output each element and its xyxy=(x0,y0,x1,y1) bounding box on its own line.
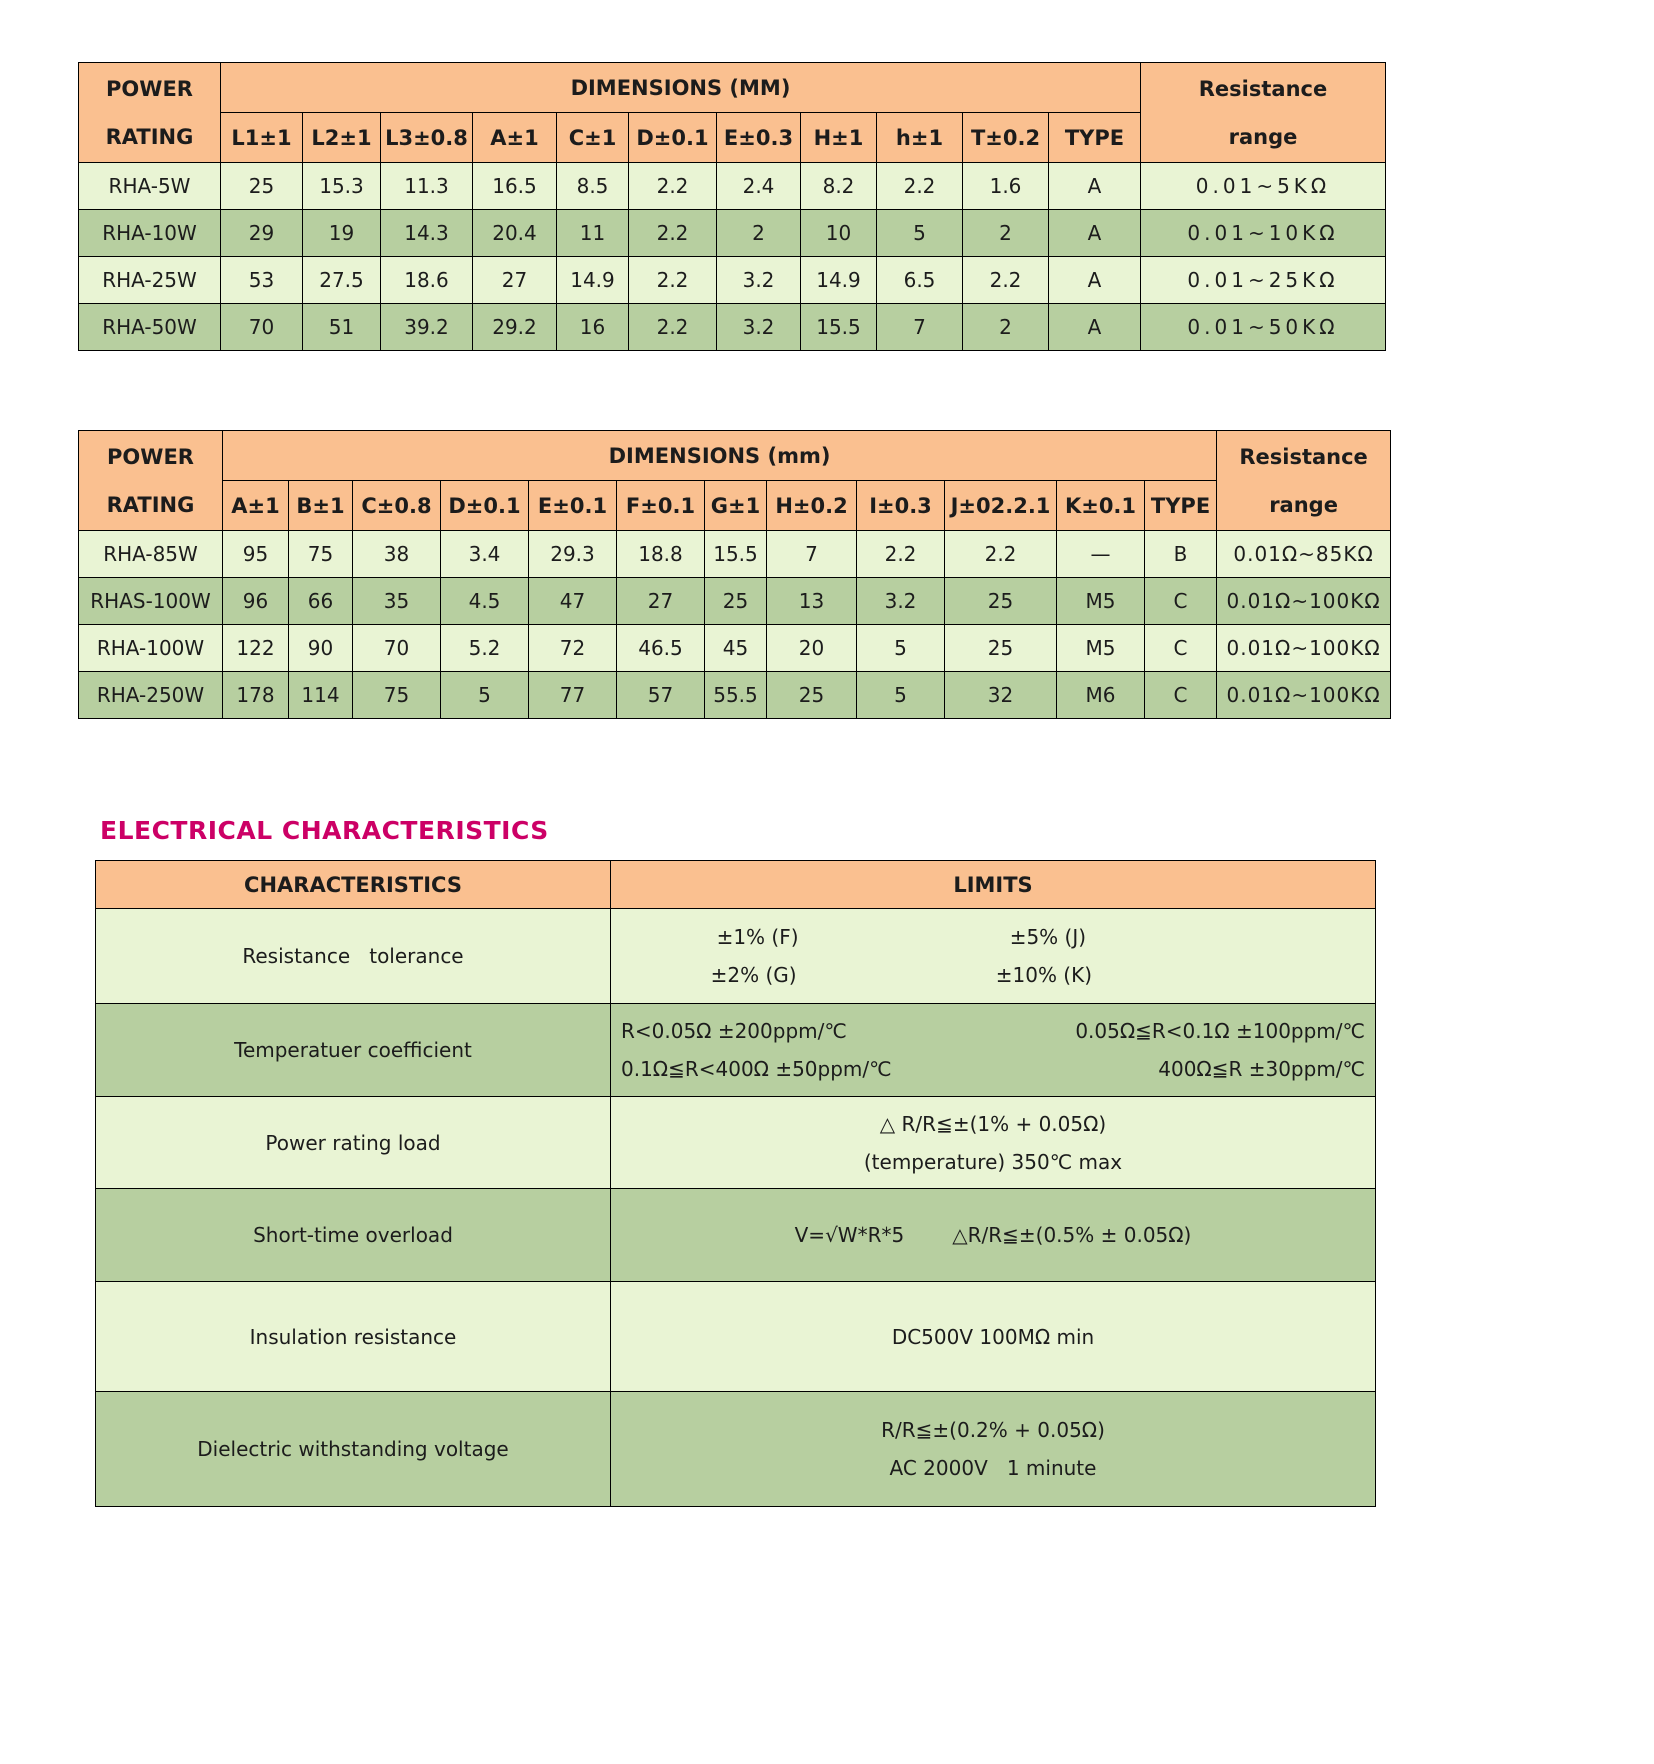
dimension-cell: 95 xyxy=(223,531,289,578)
dimension-cell: 32 xyxy=(945,672,1057,719)
dimensions-header: DIMENSIONS (mm) xyxy=(223,431,1217,481)
dimension-column-header: D±0.1 xyxy=(441,481,529,531)
limit-item: R/R≦±(0.2% + 0.05Ω) xyxy=(881,1418,1105,1442)
resistance-range-cell: 0.01Ω~85KΩ xyxy=(1217,531,1391,578)
dimension-cell: — xyxy=(1057,531,1145,578)
dimension-cell: 25 xyxy=(705,578,767,625)
resistance-header-line1: Resistance xyxy=(1198,76,1328,101)
power-rating-header xyxy=(79,63,221,163)
characteristic-row xyxy=(96,1097,1376,1189)
table-row xyxy=(79,210,1386,257)
dimension-cell: 70 xyxy=(353,625,441,672)
power-rating-cell: RHA-10W xyxy=(79,210,221,257)
dimension-cell: 13 xyxy=(767,578,857,625)
dimension-cell: 6.5 xyxy=(877,257,963,304)
dimension-column-header: G±1 xyxy=(705,481,767,531)
dimension-cell: 3.4 xyxy=(441,531,529,578)
table-row xyxy=(79,625,1391,672)
characteristic-cell: Insulation resistance xyxy=(96,1282,611,1392)
dimension-column-header: T±0.2 xyxy=(963,113,1049,163)
electrical-table-wrap xyxy=(95,860,1375,1507)
dimension-cell: 16.5 xyxy=(473,163,557,210)
dimension-cell: 25 xyxy=(945,625,1057,672)
limit-line xyxy=(611,925,1375,949)
dimension-cell: 2.2 xyxy=(629,304,717,351)
table-row xyxy=(79,672,1391,719)
dimension-cell: 66 xyxy=(289,578,353,625)
column-header-row-2 xyxy=(79,481,1391,531)
resistance-range-cell: 0.01~50KΩ xyxy=(1141,304,1386,351)
limit-item: 400Ω≦R ±30ppm/℃ xyxy=(1158,1057,1365,1081)
dimension-cell: 55.5 xyxy=(705,672,767,719)
dimension-cell: A xyxy=(1049,257,1141,304)
dimensions-table-1 xyxy=(78,62,1386,351)
dimension-cell: 5.2 xyxy=(441,625,529,672)
dimension-cell: 14.9 xyxy=(801,257,877,304)
dimension-cell: 2.2 xyxy=(963,257,1049,304)
dimension-cell: C xyxy=(1145,578,1217,625)
dimension-cell: 20.4 xyxy=(473,210,557,257)
limit-item: DC500V 100MΩ min xyxy=(891,1324,1095,1349)
characteristic-cell: Resistance tolerance xyxy=(96,909,611,1004)
dimension-cell: 2 xyxy=(717,210,801,257)
resistance-range-header xyxy=(1217,431,1391,531)
dimension-cell: 2.4 xyxy=(717,163,801,210)
dimension-cell: 25 xyxy=(221,163,303,210)
table-row xyxy=(79,304,1386,351)
electrical-characteristics-heading: ELECTRICAL CHARACTERISTICS xyxy=(100,816,549,845)
dimension-cell: 35 xyxy=(353,578,441,625)
dimension-cell: 27 xyxy=(473,257,557,304)
dimension-cell: A xyxy=(1049,210,1141,257)
limits-stack xyxy=(611,925,1375,987)
dimension-column-header: K±0.1 xyxy=(1057,481,1145,531)
dimension-cell: 90 xyxy=(289,625,353,672)
dimension-cell: 18.6 xyxy=(381,257,473,304)
limit-line xyxy=(611,1150,1375,1174)
limits-stack xyxy=(611,1223,1375,1247)
dimension-cell: 2 xyxy=(963,210,1049,257)
dimension-cell: 38 xyxy=(353,531,441,578)
power-rating-cell: RHA-100W xyxy=(79,625,223,672)
resistance-range-cell: 0.01Ω~100KΩ xyxy=(1217,625,1391,672)
dimension-cell: 11.3 xyxy=(381,163,473,210)
dimension-cell: M5 xyxy=(1057,578,1145,625)
dimensions-header: DIMENSIONS (MM) xyxy=(221,63,1141,113)
dimension-cell: 2 xyxy=(963,304,1049,351)
limit-item: 0.05Ω≦R<0.1Ω ±100ppm/℃ xyxy=(1075,1019,1365,1043)
dimension-cell: 14.9 xyxy=(557,257,629,304)
dimension-cell: 7 xyxy=(767,531,857,578)
dimension-cell: 18.8 xyxy=(617,531,705,578)
dimension-cell: 2.2 xyxy=(629,210,717,257)
dimension-cell: 4.5 xyxy=(441,578,529,625)
dimension-column-header: TYPE xyxy=(1145,481,1217,531)
resistance-range-header xyxy=(1141,63,1386,163)
dimension-column-header: L1±1 xyxy=(221,113,303,163)
characteristic-row xyxy=(96,1392,1376,1507)
limit-item: R<0.05Ω ±200ppm/℃ xyxy=(621,1019,847,1043)
dimension-cell: 25 xyxy=(767,672,857,719)
dimension-cell: 10 xyxy=(801,210,877,257)
header-row-1 xyxy=(79,63,1386,113)
dimension-column-header: B±1 xyxy=(289,481,353,531)
dimension-cell: B xyxy=(1145,531,1217,578)
dimension-column-header: J±02.2.1 xyxy=(945,481,1057,531)
dimension-cell: 45 xyxy=(705,625,767,672)
dimension-column-header: E±0.3 xyxy=(717,113,801,163)
dimension-cell: 11 xyxy=(557,210,629,257)
limit-item: △ R/R≦±(1% + 0.05Ω) xyxy=(879,1111,1107,1136)
electrical-header-row xyxy=(96,861,1376,909)
dimension-cell: 8.2 xyxy=(801,163,877,210)
dimension-cell: 96 xyxy=(223,578,289,625)
dimension-cell: 3.2 xyxy=(717,304,801,351)
characteristic-cell: Temperatuer coefficient xyxy=(96,1004,611,1097)
dimension-cell: 15.3 xyxy=(303,163,381,210)
dimension-cell: 3.2 xyxy=(717,257,801,304)
characteristics-header: CHARACTERISTICS xyxy=(96,861,611,909)
characteristic-row xyxy=(96,1189,1376,1282)
characteristic-cell: Power rating load xyxy=(96,1097,611,1189)
dimension-cell: M5 xyxy=(1057,625,1145,672)
limit-line xyxy=(611,1418,1375,1442)
power-rating-header-line1: POWER xyxy=(107,444,194,469)
dimension-cell: 8.5 xyxy=(557,163,629,210)
power-rating-header-line2: RATING xyxy=(105,124,194,149)
limit-item: ±10% (K) xyxy=(995,963,1093,987)
dimension-cell: 47 xyxy=(529,578,617,625)
dimension-cell: 51 xyxy=(303,304,381,351)
dimension-cell: 2.2 xyxy=(945,531,1057,578)
electrical-table xyxy=(95,860,1376,1507)
dimension-cell: 2.2 xyxy=(857,531,945,578)
limit-item: (temperature) 350℃ max xyxy=(863,1149,1123,1174)
dimension-cell: 29 xyxy=(221,210,303,257)
dimension-cell: 2.2 xyxy=(629,257,717,304)
characteristic-cell: Dielectric withstanding voltage xyxy=(96,1392,611,1507)
power-rating-cell: RHAS-100W xyxy=(79,578,223,625)
dimension-cell: C xyxy=(1145,625,1217,672)
dimension-cell: 39.2 xyxy=(381,304,473,351)
limits-stack xyxy=(611,1418,1375,1480)
dimension-cell: 122 xyxy=(223,625,289,672)
dimension-column-header: A±1 xyxy=(473,113,557,163)
limit-line xyxy=(611,1019,1375,1043)
dimension-cell: A xyxy=(1049,163,1141,210)
table-row xyxy=(79,257,1386,304)
limit-item: 0.1Ω≦R<400Ω ±50ppm/℃ xyxy=(621,1057,892,1081)
dimension-cell: 178 xyxy=(223,672,289,719)
limit-item: AC 2000V 1 minute xyxy=(889,1456,1097,1480)
dimension-cell: 15.5 xyxy=(801,304,877,351)
power-rating-header-line2: RATING xyxy=(106,492,195,517)
resistance-header-line2: range xyxy=(1228,124,1298,149)
dimension-column-header: H±1 xyxy=(801,113,877,163)
power-rating-header xyxy=(79,431,223,531)
dimension-cell: 5 xyxy=(877,210,963,257)
limits-header: LIMITS xyxy=(611,861,1376,909)
power-rating-cell: RHA-50W xyxy=(79,304,221,351)
limit-item: ±5% (J) xyxy=(1009,925,1087,949)
dimension-cell: 70 xyxy=(221,304,303,351)
dimension-cell: M6 xyxy=(1057,672,1145,719)
dimension-cell: 5 xyxy=(857,672,945,719)
resistance-header-line1: Resistance xyxy=(1239,444,1368,469)
dimension-cell: 27 xyxy=(617,578,705,625)
limits-stack xyxy=(611,1112,1375,1174)
header-row-2 xyxy=(79,431,1391,481)
characteristic-row xyxy=(96,1004,1376,1097)
dimension-cell: 5 xyxy=(857,625,945,672)
table-row xyxy=(79,531,1391,578)
power-rating-header-line1: POWER xyxy=(106,76,193,101)
dimension-cell: 27.5 xyxy=(303,257,381,304)
limits-cell xyxy=(611,1282,1376,1392)
dimension-column-header: L2±1 xyxy=(303,113,381,163)
resistance-range-cell: 0.01~5KΩ xyxy=(1141,163,1386,210)
dimension-cell: 29.2 xyxy=(473,304,557,351)
table-row xyxy=(79,163,1386,210)
dimension-column-header: E±0.1 xyxy=(529,481,617,531)
dimension-column-header: C±0.8 xyxy=(353,481,441,531)
limits-cell xyxy=(611,1097,1376,1189)
dimensions-table-1-wrap xyxy=(78,62,1385,351)
dimension-cell: 2.2 xyxy=(629,163,717,210)
dimension-column-header: H±0.2 xyxy=(767,481,857,531)
dimension-cell: 2.2 xyxy=(877,163,963,210)
dimension-cell: 114 xyxy=(289,672,353,719)
dimension-column-header: L3±0.8 xyxy=(381,113,473,163)
dimension-cell: 57 xyxy=(617,672,705,719)
resistance-range-cell: 0.01Ω~100KΩ xyxy=(1217,672,1391,719)
dimension-cell: 20 xyxy=(767,625,857,672)
dimension-cell: 15.5 xyxy=(705,531,767,578)
limit-line xyxy=(611,1325,1375,1349)
power-rating-cell: RHA-25W xyxy=(79,257,221,304)
dimension-column-header: D±0.1 xyxy=(629,113,717,163)
resistance-header-line2: range xyxy=(1269,492,1338,517)
limit-line xyxy=(611,1223,1375,1247)
dimension-column-header: h±1 xyxy=(877,113,963,163)
limits-cell xyxy=(611,1189,1376,1282)
limits-stack xyxy=(611,1019,1375,1081)
limit-item: △R/R≦±(0.5% ± 0.05Ω) xyxy=(952,1223,1192,1247)
characteristic-row xyxy=(96,1282,1376,1392)
dimension-cell: A xyxy=(1049,304,1141,351)
dimension-cell: 77 xyxy=(529,672,617,719)
dimension-cell: 7 xyxy=(877,304,963,351)
dimensions-table-2-wrap xyxy=(78,430,1390,719)
power-rating-cell: RHA-85W xyxy=(79,531,223,578)
dimension-column-header: F±0.1 xyxy=(617,481,705,531)
limit-line xyxy=(611,1112,1375,1136)
limits-cell xyxy=(611,1392,1376,1507)
limit-item: ±1% (F) xyxy=(716,925,799,949)
limits-stack xyxy=(611,1325,1375,1349)
characteristic-cell: Short-time overload xyxy=(96,1189,611,1282)
dimensions-table-2 xyxy=(78,430,1391,719)
dimension-cell: 1.6 xyxy=(963,163,1049,210)
dimension-cell: 75 xyxy=(289,531,353,578)
dimension-cell: 46.5 xyxy=(617,625,705,672)
dimension-cell: 75 xyxy=(353,672,441,719)
dimension-column-header: A±1 xyxy=(223,481,289,531)
dimension-cell: 14.3 xyxy=(381,210,473,257)
characteristic-row xyxy=(96,909,1376,1004)
power-rating-cell: RHA-5W xyxy=(79,163,221,210)
dimension-cell: 72 xyxy=(529,625,617,672)
dimension-column-header: TYPE xyxy=(1049,113,1141,163)
dimension-cell: 19 xyxy=(303,210,381,257)
limit-item: V=√W*R*5 xyxy=(794,1223,905,1247)
dimension-cell: 3.2 xyxy=(857,578,945,625)
limit-line xyxy=(611,963,1375,987)
limit-item: ±2% (G) xyxy=(710,963,797,987)
resistance-range-cell: 0.01~25KΩ xyxy=(1141,257,1386,304)
dimension-column-header: C±1 xyxy=(557,113,629,163)
dimension-cell: 53 xyxy=(221,257,303,304)
limits-cell xyxy=(611,909,1376,1004)
limit-line xyxy=(611,1456,1375,1480)
dimension-cell: 16 xyxy=(557,304,629,351)
table-row xyxy=(79,578,1391,625)
dimension-cell: 25 xyxy=(945,578,1057,625)
dimension-column-header: I±0.3 xyxy=(857,481,945,531)
dimension-cell: 5 xyxy=(441,672,529,719)
limit-line xyxy=(611,1057,1375,1081)
power-rating-cell: RHA-250W xyxy=(79,672,223,719)
resistance-range-cell: 0.01Ω~100KΩ xyxy=(1217,578,1391,625)
limits-cell xyxy=(611,1004,1376,1097)
dimension-cell: 29.3 xyxy=(529,531,617,578)
dimension-cell: C xyxy=(1145,672,1217,719)
resistance-range-cell: 0.01~10KΩ xyxy=(1141,210,1386,257)
